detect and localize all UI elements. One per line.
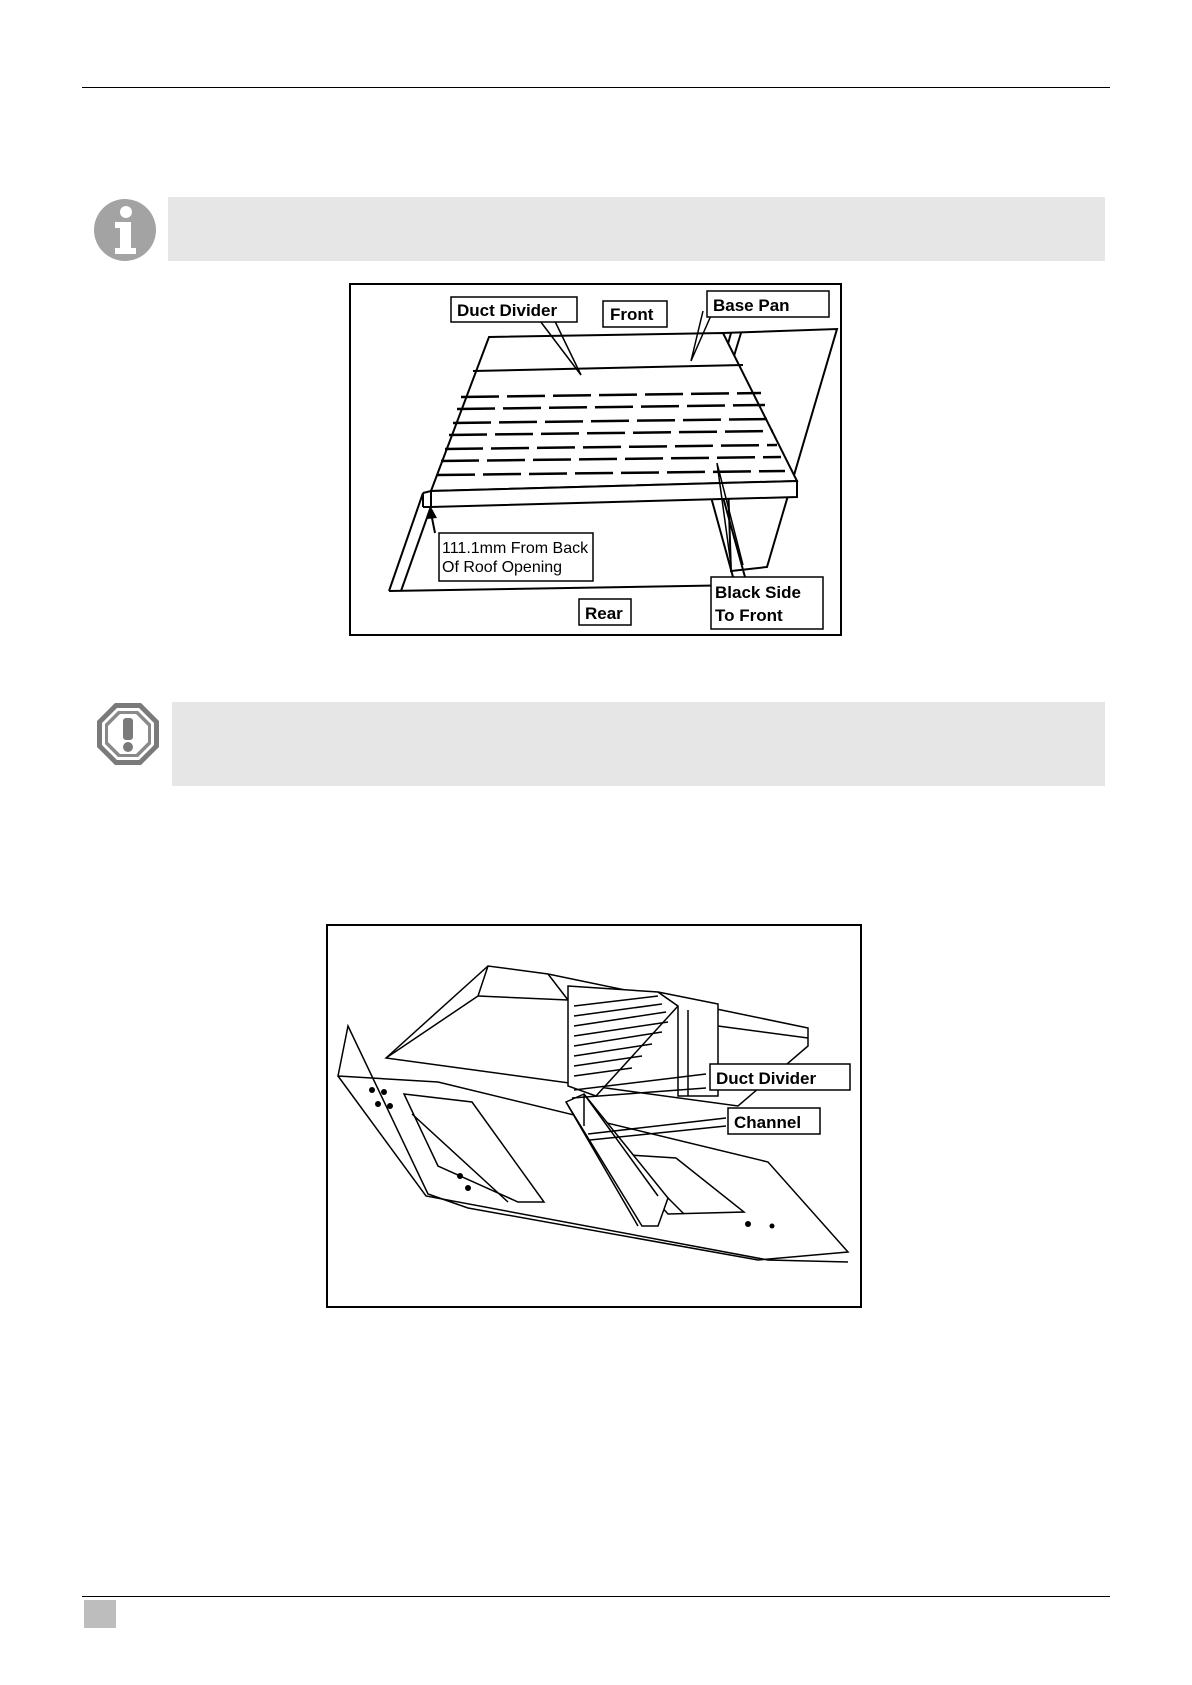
info-note-box <box>168 197 1105 261</box>
figure-duct-divider-channel <box>326 924 862 1308</box>
footer-rule <box>82 1596 1110 1597</box>
callout-duct-divider-2-label: Duct Divider <box>716 1069 817 1088</box>
callout-base-pan-label: Base Pan <box>713 296 790 315</box>
callout-duct-divider-label: Duct Divider <box>457 301 558 320</box>
figure-duct-divider-placement <box>349 283 842 636</box>
callout-rear-label: Rear <box>585 604 623 623</box>
warning-note-box <box>172 702 1105 786</box>
exclamation-octagon-icon <box>95 701 161 767</box>
callout-front-label: Front <box>610 305 654 324</box>
callout-channel-label: Channel <box>734 1113 802 1132</box>
info-icon <box>93 198 157 262</box>
callout-black-side-line1: Black Side <box>715 583 801 602</box>
page-marker <box>84 1600 116 1628</box>
header-rule <box>82 87 1110 88</box>
callout-distance-line2: Of Roof Opening <box>442 559 563 576</box>
callout-black-side-line2: To Front <box>715 606 783 625</box>
callout-distance-line1: 111.1mm From Back <box>442 540 589 557</box>
